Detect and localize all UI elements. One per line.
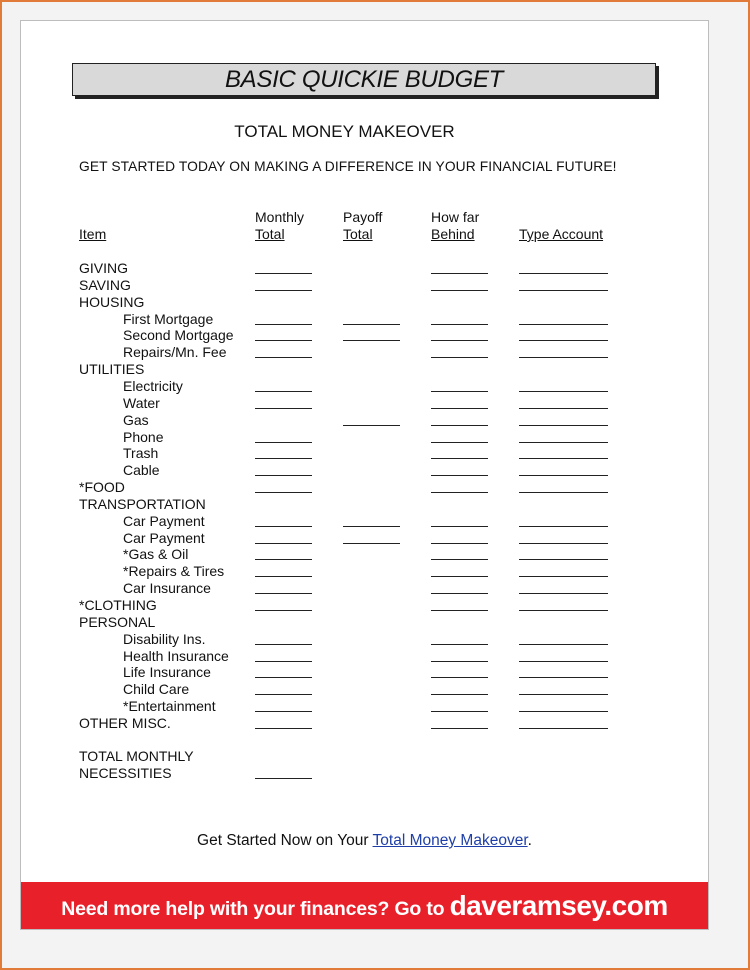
monthly-total-blank[interactable] (255, 576, 312, 577)
how-far-behind-blank[interactable] (431, 492, 488, 493)
monthly-total-blank[interactable] (255, 458, 312, 459)
how-far-behind-blank[interactable] (431, 661, 488, 662)
type-account-blank[interactable] (519, 694, 608, 695)
monthly-total-blank[interactable] (255, 711, 312, 712)
budget-row (21, 277, 708, 294)
footer-suffix: . (527, 832, 532, 849)
how-far-behind-blank[interactable] (431, 357, 488, 358)
monthly-total-blank[interactable] (255, 324, 312, 325)
type-account-blank[interactable] (519, 357, 608, 358)
budget-row (21, 563, 708, 580)
budget-row (21, 479, 708, 496)
budget-row-label: HOUSING (79, 293, 145, 310)
budget-row (21, 412, 708, 429)
budget-row (21, 580, 708, 597)
budget-row (21, 395, 708, 412)
budget-row-label: Water (123, 394, 160, 411)
payoff-total-blank[interactable] (343, 543, 400, 544)
budget-row (21, 681, 708, 698)
type-account-blank[interactable] (519, 644, 608, 645)
budget-row-label: Life Insurance (123, 664, 211, 681)
type-account-blank[interactable] (519, 391, 608, 392)
type-account-blank[interactable] (519, 340, 608, 341)
budget-row-label: Child Care (123, 681, 190, 698)
budget-row-label: *Gas & Oil (123, 546, 189, 563)
monthly-total-blank[interactable] (255, 694, 312, 695)
budget-row (21, 344, 708, 361)
type-account-blank[interactable] (519, 593, 608, 594)
budget-row (21, 513, 708, 530)
budget-row (21, 597, 708, 614)
column-header-monthly-total: Monthly Total (255, 209, 305, 242)
payoff-total-blank[interactable] (343, 425, 400, 426)
monthly-total-blank[interactable] (255, 543, 312, 544)
monthly-total-blank[interactable] (255, 391, 312, 392)
budget-row (21, 294, 708, 311)
type-account-blank[interactable] (519, 273, 608, 274)
budget-row-label: TRANSPORTATION (79, 495, 206, 512)
monthly-total-blank[interactable] (255, 442, 312, 443)
document-subtitle: TOTAL MONEY MAKEOVER (234, 122, 455, 141)
how-far-behind-blank[interactable] (431, 425, 488, 426)
column-header-item: Item (79, 226, 107, 242)
tagline: GET STARTED TODAY ON MAKING A DIFFERENCE IN YOUR FINANCIAL FUTURE! (79, 159, 617, 174)
budget-row-label: SAVING (79, 276, 131, 293)
how-far-behind-blank[interactable] (431, 442, 488, 443)
budget-row (21, 327, 708, 344)
how-far-behind-blank[interactable] (431, 324, 488, 325)
budget-row-label: Disability Ins. (123, 630, 206, 647)
total-row-label-1: TOTAL MONTHLY (79, 748, 194, 764)
budget-row (21, 311, 708, 328)
monthly-total-blank[interactable] (255, 492, 312, 493)
budget-row-label: Trash (123, 445, 159, 462)
budget-row-label: Health Insurance (123, 647, 229, 664)
budget-row-label: UTILITIES (79, 361, 145, 378)
how-far-behind-blank[interactable] (431, 610, 488, 611)
promo-banner[interactable] (21, 882, 708, 929)
payoff-total-blank[interactable] (343, 526, 400, 527)
budget-row-label: PERSONAL (79, 613, 156, 630)
footer-line (21, 832, 708, 850)
type-account-blank[interactable] (519, 610, 608, 611)
monthly-total-blank[interactable] (255, 728, 312, 729)
type-account-blank[interactable] (519, 408, 608, 409)
how-far-behind-blank[interactable] (431, 408, 488, 409)
monthly-total-blank[interactable] (255, 526, 312, 527)
budget-row (21, 462, 708, 479)
monthly-total-blank[interactable] (255, 661, 312, 662)
monthly-total-blank[interactable] (255, 559, 312, 560)
budget-row-label: GIVING (79, 260, 129, 276)
how-far-behind-blank[interactable] (431, 526, 488, 527)
type-account-blank[interactable] (519, 492, 608, 493)
how-far-behind-blank[interactable] (431, 694, 488, 695)
budget-row-label: First Mortgage (123, 310, 214, 327)
budget-row (21, 496, 708, 513)
budget-row (21, 361, 708, 378)
type-account-blank[interactable] (519, 677, 608, 678)
how-far-behind-blank[interactable] (431, 475, 488, 476)
type-account-blank[interactable] (519, 324, 608, 325)
total-money-makeover-link[interactable]: Total Money Makeover (372, 832, 528, 849)
column-header-payoff-total: Payoff Total (343, 209, 383, 242)
budget-row-label: Car Insurance (123, 580, 211, 597)
budget-row-label: Car Payment (123, 529, 205, 546)
total-row: NECESSITIES (21, 765, 708, 782)
budget-row-label: *CLOTHING (79, 597, 157, 613)
type-account-blank[interactable] (519, 728, 608, 729)
footer-prefix: Get Started Now on Your (197, 832, 373, 849)
budget-row-label: *Repairs & Tires (123, 563, 225, 580)
column-header-type-account: Type Account (519, 226, 604, 242)
budget-row (21, 429, 708, 446)
type-account-blank[interactable] (519, 559, 608, 560)
how-far-behind-blank[interactable] (431, 644, 488, 645)
budget-row-label: Gas (123, 411, 149, 428)
monthly-total-blank[interactable] (255, 290, 312, 291)
budget-row-label: Electricity (123, 377, 183, 394)
monthly-total-blank[interactable] (255, 677, 312, 678)
budget-row-label: *Entertainment (123, 698, 216, 715)
how-far-behind-blank[interactable] (431, 559, 488, 560)
budget-row (21, 664, 708, 681)
banner-text: Need more help with your finances? Go to (61, 898, 450, 920)
budget-row-label: *FOOD (79, 479, 125, 496)
budget-row (21, 715, 708, 732)
payoff-total-blank[interactable] (343, 340, 400, 341)
budget-row (21, 530, 708, 547)
budget-row (21, 546, 708, 563)
column-header-how-far-behind: How far Behind (431, 209, 480, 242)
budget-document (20, 20, 709, 930)
budget-row (21, 260, 708, 277)
monthly-total-blank[interactable] (255, 273, 312, 274)
budget-row-label: Phone (123, 428, 164, 445)
monthly-total-blank[interactable] (255, 357, 312, 358)
type-account-blank[interactable] (519, 458, 608, 459)
budget-row (21, 445, 708, 462)
monthly-total-blank[interactable] (255, 644, 312, 645)
payoff-total-blank[interactable] (343, 324, 400, 325)
type-account-blank[interactable] (519, 543, 608, 544)
document-title: BASIC QUICKIE BUDGET (72, 63, 656, 96)
how-far-behind-blank[interactable] (431, 273, 488, 274)
budget-row (21, 648, 708, 665)
type-account-blank[interactable] (519, 661, 608, 662)
how-far-behind-blank[interactable] (431, 711, 488, 712)
budget-row-label: Car Payment (123, 512, 205, 529)
monthly-total-blank[interactable] (255, 475, 312, 476)
type-account-blank[interactable] (519, 425, 608, 426)
type-account-blank[interactable] (519, 290, 608, 291)
budget-row-label: Cable (123, 462, 160, 479)
how-far-behind-blank[interactable] (431, 593, 488, 594)
type-account-blank[interactable] (519, 442, 608, 443)
how-far-behind-blank[interactable] (431, 391, 488, 392)
type-account-blank[interactable] (519, 526, 608, 527)
monthly-total-blank[interactable] (255, 593, 312, 594)
monthly-total-blank[interactable] (255, 408, 312, 409)
budget-row (21, 614, 708, 631)
budget-row (21, 631, 708, 648)
how-far-behind-blank[interactable] (431, 728, 488, 729)
monthly-total-blank[interactable] (255, 340, 312, 341)
monthly-total-blank[interactable] (255, 610, 312, 611)
budget-row (21, 378, 708, 395)
budget-row (21, 698, 708, 715)
type-account-blank[interactable] (519, 475, 608, 476)
how-far-behind-blank[interactable] (431, 290, 488, 291)
budget-row-label: Second Mortgage (123, 327, 234, 344)
total-monthly-blank[interactable] (255, 778, 312, 779)
how-far-behind-blank[interactable] (431, 543, 488, 544)
budget-row-label: Repairs/Mn. Fee (123, 344, 227, 361)
how-far-behind-blank[interactable] (431, 576, 488, 577)
banner-site-link[interactable]: daveramsey.com (449, 890, 668, 921)
budget-row-label: OTHER MISC. (79, 714, 171, 731)
how-far-behind-blank[interactable] (431, 677, 488, 678)
how-far-behind-blank[interactable] (431, 458, 488, 459)
type-account-blank[interactable] (519, 711, 608, 712)
how-far-behind-blank[interactable] (431, 340, 488, 341)
type-account-blank[interactable] (519, 576, 608, 577)
